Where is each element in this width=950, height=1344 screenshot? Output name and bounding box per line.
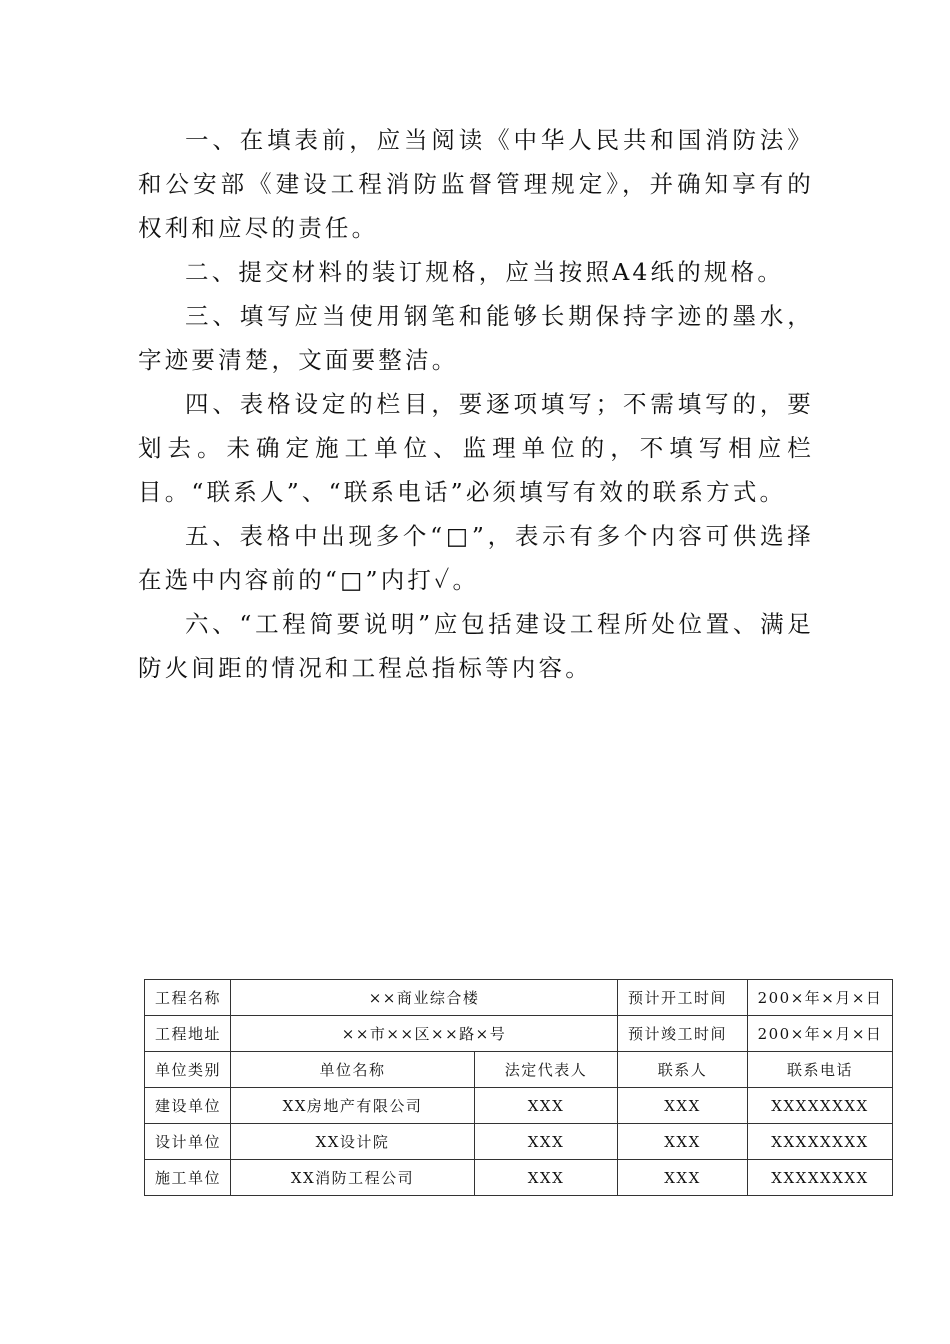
header-unit-name: 单位名称 [231,1052,475,1088]
header-unit-category: 单位类别 [145,1052,231,1088]
unit-category-cell: 建设单位 [145,1088,231,1124]
table-header-row [145,1052,893,1088]
instruction-paragraph-4: 四、表格设定的栏目，要逐项填写；不需填写的，要划去。未确定施工单位、监理单位的，不填写相应栏目。“联系人”、“联系电话”必须填写有效的联系方式。 [138,390,814,506]
fill-in-instructions [138,118,814,690]
finish-time-label: 预计竣工时间 [618,1016,748,1052]
instruction-paragraph-3: 三、填写应当使用钢笔和能够长期保持字迹的墨水，字迹要清楚，文面要整洁。 [138,302,814,374]
instruction-paragraph-2: 二、提交材料的装订规格，应当按照A4纸的规格。 [185,258,785,286]
instruction-paragraph-1: 一、在填表前，应当阅读《中华人民共和国消防法》和公安部《建设工程消防监督管理规定》，并确知享有的权利和应尽的责任。 [138,126,814,242]
unit-name-cell: XX消防工程公司 [231,1160,475,1196]
finish-time-value: 200×年×月×日 [748,1016,893,1052]
contact-phone-cell: XXXXXXXX [748,1160,893,1196]
instruction-paragraph-5: 五、表格中出现多个“□”，表示有多个内容可供选择在选中内容前的“□”内打✓。 [138,522,814,594]
contact-phone-cell: XXXXXXXX [748,1088,893,1124]
instruction-paragraph-6: 六、“工程简要说明”应包括建设工程所处位置、满足防火间距的情况和工程总指标等内容。 [138,610,814,682]
contact-person-cell: XXX [618,1160,748,1196]
table-row [145,1160,893,1196]
header-legal-representative: 法定代表人 [475,1052,618,1088]
project-name-label: 工程名称 [145,980,231,1016]
start-time-value: 200×年×月×日 [748,980,893,1016]
table-row-address [145,1016,893,1052]
unit-name-cell: XX设计院 [231,1124,475,1160]
project-info-table [144,979,893,1196]
table-row [145,1124,893,1160]
contact-person-cell: XXX [618,1088,748,1124]
legal-representative-cell: XXX [475,1124,618,1160]
header-contact-person: 联系人 [618,1052,748,1088]
contact-phone-cell: XXXXXXXX [748,1124,893,1160]
project-name-value: ××商业综合楼 [231,980,618,1016]
legal-representative-cell: XXX [475,1160,618,1196]
unit-category-cell: 施工单位 [145,1160,231,1196]
table-row-project-name [145,980,893,1016]
unit-name-cell: XX房地产有限公司 [231,1088,475,1124]
start-time-label: 预计开工时间 [618,980,748,1016]
contact-person-cell: XXX [618,1124,748,1160]
address-label: 工程地址 [145,1016,231,1052]
legal-representative-cell: XXX [475,1088,618,1124]
header-contact-phone: 联系电话 [748,1052,893,1088]
unit-category-cell: 设计单位 [145,1124,231,1160]
address-value: ××市××区××路×号 [231,1016,618,1052]
table-row [145,1088,893,1124]
